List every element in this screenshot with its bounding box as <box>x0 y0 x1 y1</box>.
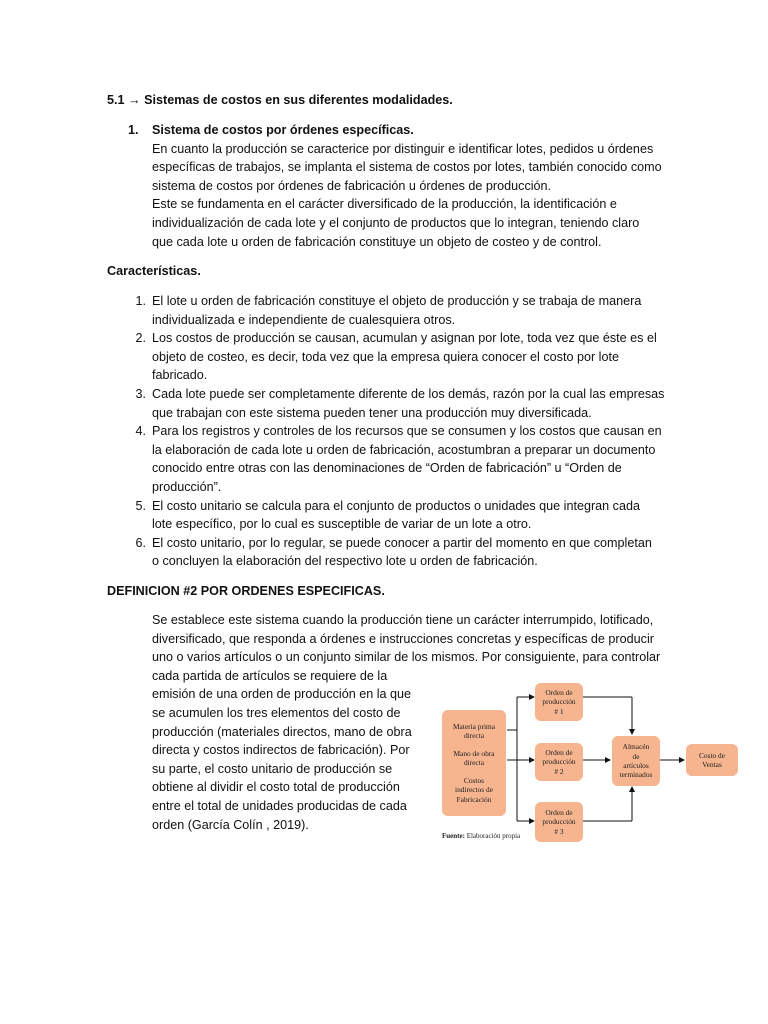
paragraph-line: cada partida de artículos se requiere de la <box>152 668 388 683</box>
box-label: producción <box>542 757 576 767</box>
arrow-icon: → <box>128 93 141 107</box>
list-item <box>135 497 722 534</box>
caption-text: Elaboración propia <box>466 832 521 840</box>
paragraph-line: producción (materiales directos, mano de obra <box>152 724 412 739</box>
paragraph-line: obtiene al dividir el costo total de producción <box>152 780 400 795</box>
box-label: Orden de <box>545 807 573 817</box>
characteristics-title: Características. <box>107 264 201 278</box>
section-1-line: específicas de trabajos, se implanta el sistema de costos por lotes, también conocido como <box>152 160 662 175</box>
box-label: # 3 <box>554 826 564 836</box>
box-label: Materia prima <box>452 722 496 732</box>
box-label: directa <box>463 758 485 768</box>
paragraph-line: uno o varios artículos o un conjunto similar de los mismos. Por consiguiente, para controlar <box>152 650 661 665</box>
list-item-number: 1. <box>135 294 146 308</box>
list-item-line: lote específico, por lo cual es susceptible de variar de un lote a otro. <box>152 517 532 532</box>
sales-cost-box <box>686 744 738 776</box>
box-label: # 2 <box>554 766 564 776</box>
order-1-box <box>535 683 583 721</box>
order-2-box <box>535 743 583 781</box>
list-item-number: 2. <box>135 331 146 346</box>
list-item-number: 4. <box>135 424 146 439</box>
list-item-line: El lote u orden de fabricación constituye el objeto de producción y se trabaja de manera <box>152 294 642 308</box>
list-item-line: la elaboración de cada lote u orden de fabricación, acostumbran a preparar un documento <box>152 442 656 457</box>
box-label: Orden de <box>545 747 573 757</box>
list-item <box>135 534 722 571</box>
section-1-line: En cuanto la producción se caracterice por distinguir e identificar lotes, pedidos u órdenes <box>152 141 654 156</box>
list-item-line: Para los registros y controles de los recursos que se consumen y los costos que causan en <box>152 424 662 439</box>
list-item <box>135 422 722 496</box>
order-3-box <box>535 802 583 842</box>
box-label: Costos <box>463 775 485 785</box>
list-item <box>135 329 722 385</box>
list-item-number: 6. <box>135 535 146 550</box>
section-heading <box>107 91 453 110</box>
list-item-line: El costo unitario, por lo regular, se puede conocer a partir del momento en que completan <box>152 535 652 550</box>
list-item-line: que trabajan con este sistema pueden tener una producción muy diversificada. <box>152 405 592 420</box>
section-1 <box>128 121 712 251</box>
section-1-line: que cada lote u orden de fabricación constituye un objeto de costeo y de control. <box>152 234 602 249</box>
paragraph-line: se acumulen los tres elementos del costo de <box>152 705 401 720</box>
box-label: indirectos de <box>455 785 493 795</box>
box-label: # 1 <box>554 706 564 716</box>
list-item-number: 3. <box>135 386 146 401</box>
diagram-caption <box>442 832 520 840</box>
characteristics-list <box>135 292 722 571</box>
definition-2-title: DEFINICION #2 POR ORDENES ESPECIFICAS. <box>107 584 385 598</box>
box-label: artículos <box>623 761 649 770</box>
paragraph-line: emisión de una orden de producción en la que <box>152 687 412 702</box>
list-item-line: objeto de costeo, es decir, toda vez que la empresa quiera conocer el costo por lote <box>152 349 619 364</box>
box-label: directa <box>463 731 485 741</box>
list-item-line: fabricado. <box>152 368 208 383</box>
box-label: terminados <box>619 770 653 780</box>
list-item-line: Cada lote puede ser completamente diferente de los demás, razón por la cual las empresas <box>152 386 665 401</box>
heading-title: Sistemas de costos en sus diferentes modalidades. <box>144 93 453 107</box>
list-item-line: producción”. <box>152 479 222 494</box>
heading-number: 5.1 <box>107 93 125 107</box>
section-1-line: individualización de cada lote y el conjunto de productos que lo integran, teniendo claro <box>152 215 640 230</box>
box-label: Mano de obra <box>453 748 495 758</box>
box-label: producción <box>542 697 576 707</box>
box-label: Orden de <box>545 687 573 697</box>
list-item-line: Los costos de producción se causan, acumulan y asignan por lote, toda vez que éste es el <box>152 331 657 346</box>
paragraph-line: diversificado, que responda a órdenes e instrucciones concretas y específicas de producir <box>152 631 654 646</box>
box-label: Costo de <box>698 750 726 760</box>
cost-flow-diagram <box>438 680 768 850</box>
list-item <box>135 292 722 329</box>
warehouse-box <box>612 736 660 786</box>
paragraph-line: orden (García Colín , 2019). <box>152 817 309 832</box>
list-item-line: El costo unitario se calcula para el conjunto de productos o unidades que integran cada <box>152 498 640 513</box>
section-1-line: Este se fundamenta en el carácter diversificado de la producción, la identificación e <box>152 197 617 212</box>
paragraph-line: su parte, el costo unitario de producción se <box>152 761 393 776</box>
list-item-line: o concluyen la elaboración del respectivo lote u orden de fabricación. <box>152 554 538 569</box>
paragraph-line: directa y costos indirectos de fabricación). Por <box>152 743 410 758</box>
box-label: Fabricación <box>456 794 492 804</box>
section-1-line: sistema de costos por órdenes de fabricación u órdenes de producción. <box>152 178 552 193</box>
section-1-title: Sistema de costos por órdenes específicas. <box>152 123 414 137</box>
list-item-line: individualizada e independiente de cualesquiera otros. <box>152 312 456 327</box>
inputs-box <box>442 710 506 816</box>
section-1-number: 1. <box>128 123 139 137</box>
box-label: Almacén <box>622 742 650 752</box>
paragraph-line: Se establece este sistema cuando la producción tiene un carácter interrumpido, lotificado, <box>152 613 654 627</box>
paragraph-line: entre el total de unidades producidas de cada <box>152 798 407 813</box>
list-item-line: conocido entre otras con las denominaciones de “Orden de fabricación” u “Orden de <box>152 461 622 476</box>
list-item-number: 5. <box>135 498 146 513</box>
caption-label: Fuente: <box>442 832 465 840</box>
box-label: de <box>632 751 640 761</box>
box-label: Ventas <box>702 760 722 769</box>
box-label: producción <box>542 817 576 827</box>
list-item <box>135 385 722 422</box>
